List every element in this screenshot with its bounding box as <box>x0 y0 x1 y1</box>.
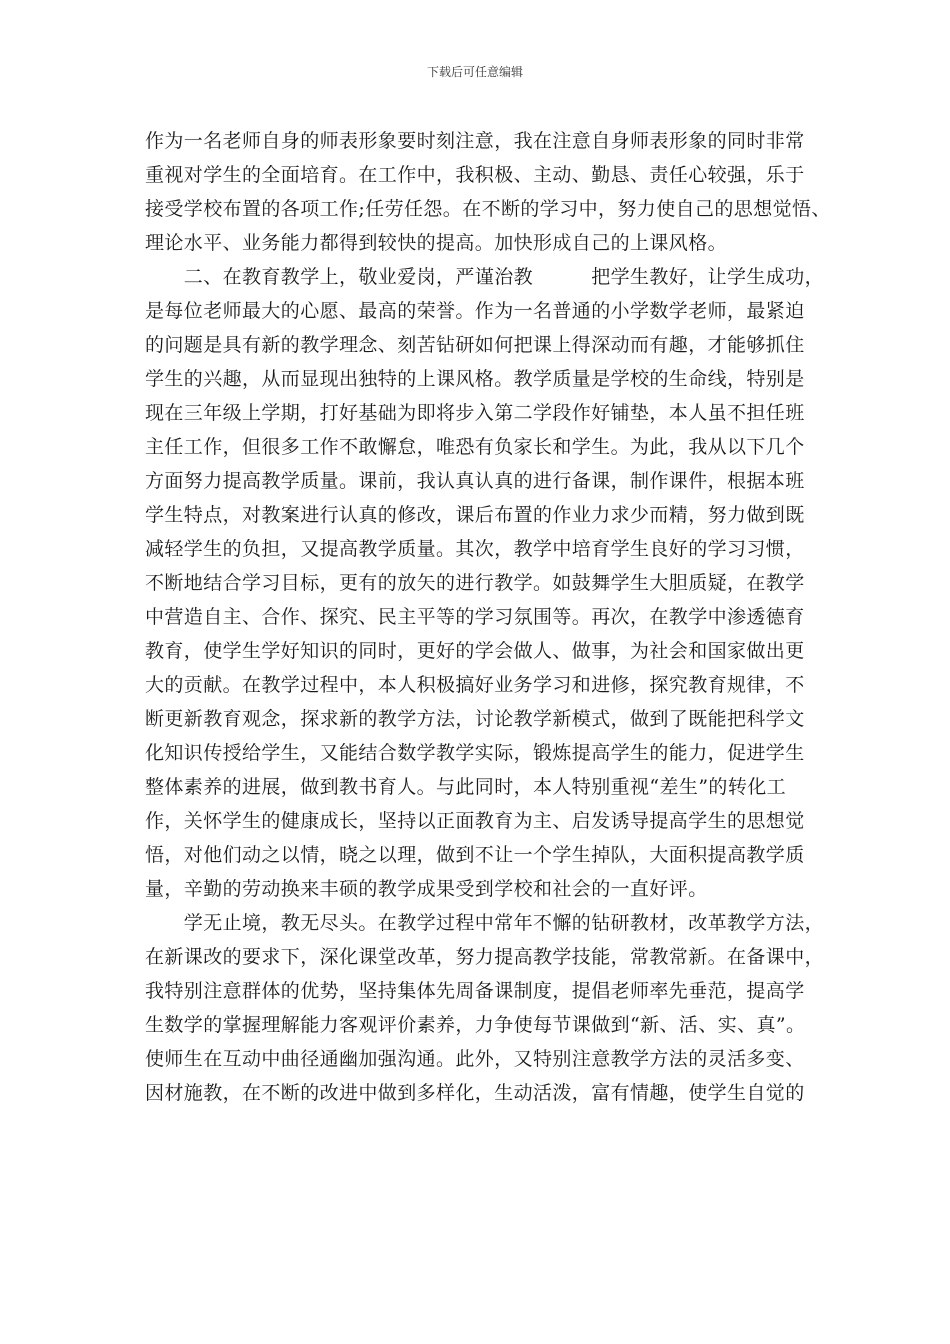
text-line: 因材施教，在不断的改进中做到多样化，生动活泼，富有情趣，使学生自觉的 <box>145 1082 805 1104</box>
page-header: 下载后可任意编辑 <box>426 65 523 79</box>
text-line: 整体素养的进展，做到教书育人。与此同时，本人特别重视“差生”的转化工 <box>145 776 787 798</box>
text-line: 二、在教育教学上，敬业爱岗，严谨治教 把学生教好，让学生成功， <box>145 266 825 288</box>
document-body <box>145 124 831 1110</box>
text-line: 大的贡献。在教学过程中，本人积极搞好业务学习和进修，探究教育规律，不 <box>145 674 805 696</box>
text-line: 主任工作，但很多工作不敢懈怠，唯恐有负家长和学生。为此，我从以下几个 <box>145 436 805 458</box>
text-line: 作，关怀学生的健康成长，坚持以正面教育为主、启发诱导提高学生的思想觉 <box>145 810 805 832</box>
text-line: 学无止境，教无尽头。在教学过程中常年不懈的钻研教材，改革教学方法， <box>145 912 825 934</box>
text-line: 接受学校布置的各项工作;任劳任怨。在不断的学习中，努力使自己的思想觉悟、 <box>145 198 831 220</box>
text-line: 不断地结合学习目标，更有的放矢的进行教学。如鼓舞学生大胆质疑，在教学 <box>145 572 805 594</box>
text-line: 化知识传授给学生，又能结合数学教学实际，锻炼提高学生的能力，促进学生 <box>145 742 805 764</box>
text-line: 的问题是具有新的教学理念、刻苦钻研如何把课上得深动而有趣，才能够抓住 <box>145 334 805 356</box>
text-line: 减轻学生的负担，又提高教学质量。其次，教学中培育学生良好的学习习惯， <box>145 538 805 560</box>
text-line: 现在三年级上学期，打好基础为即将步入第二学段作好铺垫，本人虽不担任班 <box>145 402 805 424</box>
text-line: 理论水平、业务能力都得到较快的提高。加快形成自己的上课风格。 <box>145 232 728 254</box>
text-line: 生数学的掌握理解能力客观评价素养，力争使每节课做到“新、活、实、真”。 <box>145 1014 806 1036</box>
text-line: 断更新教育观念，探求新的教学方法，讨论教学新模式，做到了既能把科学文 <box>145 708 805 730</box>
text-line: 方面努力提高教学质量。课前，我认真认真的进行备课，制作课件，根据本班 <box>145 470 805 492</box>
text-line: 重视对学生的全面培育。在工作中，我积极、主动、勤恳、责任心较强，乐于 <box>145 164 805 186</box>
text-line: 在新课改的要求下，深化课堂改革，努力提高教学技能，常教常新。在备课中， <box>145 946 825 968</box>
text-line: 量，辛勤的劳动换来丰硕的教学成果受到学校和社会的一直好评。 <box>145 878 708 900</box>
text-line: 教育，使学生学好知识的同时，更好的学会做人、做事，为社会和国家做出更 <box>145 640 805 662</box>
text-line: 学生的兴趣，从而显现出独特的上课风格。教学质量是学校的生命线，特别是 <box>145 368 805 390</box>
text-line: 学生特点，对教案进行认真的修改，课后布置的作业力求少而精，努力做到既 <box>145 504 805 526</box>
text-line: 使师生在互动中曲径通幽加强沟通。此外，又特别注意教学方法的灵活多变、 <box>145 1048 805 1070</box>
text-line: 我特别注意群体的优势，坚持集体先周备课制度，提倡老师率先垂范，提高学 <box>145 980 805 1002</box>
text-line: 中营造自主、合作、探究、民主平等的学习氛围等。再次，在教学中渗透德育 <box>145 606 805 628</box>
text-line: 悟，对他们动之以情，晓之以理，做到不让一个学生掉队，大面积提高教学质 <box>145 844 805 866</box>
text-line: 是每位老师最大的心愿、最高的荣誉。作为一名普通的小学数学老师，最紧迫 <box>145 300 805 322</box>
text-line: 作为一名老师自身的师表形象要时刻注意，我在注意自身师表形象的同时非常 <box>145 130 805 152</box>
